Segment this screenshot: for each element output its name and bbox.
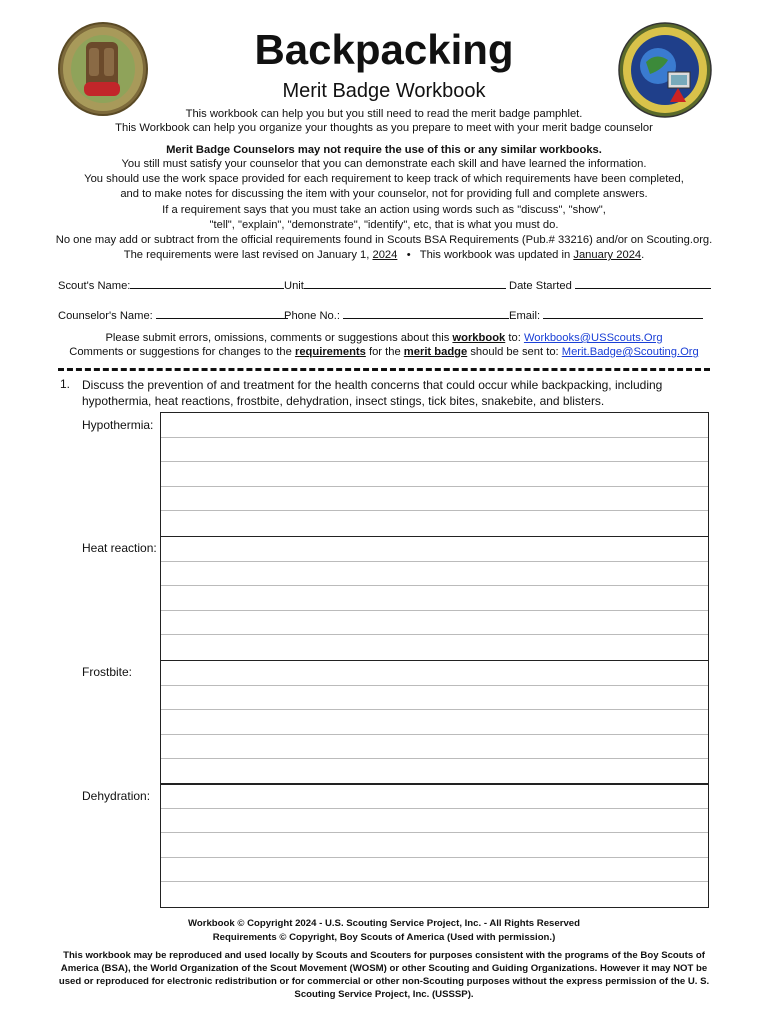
scout-name-label: Scout's Name:	[58, 280, 131, 292]
submission-2-requirements: requirements	[294, 346, 366, 358]
answer-line[interactable]	[161, 809, 708, 834]
hypothermia-answer-box[interactable]	[160, 412, 709, 537]
answer-line[interactable]	[161, 511, 708, 536]
email-label: Email:	[509, 310, 541, 322]
date-started-blank[interactable]	[575, 278, 711, 289]
date-started-field[interactable]	[509, 278, 711, 292]
answer-line[interactable]	[161, 882, 708, 907]
answer-line[interactable]	[161, 784, 708, 809]
answer-line[interactable]	[161, 833, 708, 858]
bullet: •	[406, 249, 411, 261]
email-field[interactable]	[509, 308, 703, 322]
section-divider	[58, 368, 710, 371]
revised-year: 2024	[372, 249, 398, 261]
phone-label: Phone No.:	[284, 310, 340, 322]
answer-line[interactable]	[161, 858, 708, 883]
counselor-name-field[interactable]	[58, 308, 288, 322]
answer-line[interactable]	[161, 487, 708, 512]
heat-reaction-label: Heat reaction:	[82, 541, 157, 555]
unit-blank[interactable]	[304, 278, 506, 289]
answer-line[interactable]	[161, 562, 708, 587]
notice-bold-line: Merit Badge Counselors may not require the use of this or any similar workbooks.	[166, 144, 602, 156]
dehydration-answer-box[interactable]	[160, 783, 709, 908]
page-subtitle: Merit Badge Workbook	[282, 80, 486, 102]
updated-date: January 2024	[573, 249, 642, 261]
phone-field[interactable]	[284, 308, 509, 322]
unit-label: Unit	[284, 280, 304, 292]
counselor-name-label: Counselor's Name:	[58, 310, 153, 322]
submission-1-workbook: workbook	[452, 332, 506, 344]
notice-line-2: You still must satisfy your counselor that you can demonstrate each skill and have learned the information.	[121, 158, 647, 170]
merit-badge-email-link[interactable]: Merit.Badge@Scouting.Org	[561, 346, 699, 358]
notice-line-6: "tell", "explain", "demonstrate", "identify", etc, that is what you must do.	[209, 219, 559, 231]
answer-line[interactable]	[161, 686, 708, 711]
notice-line-7: No one may add or subtract from the official requirements found in Scouts BSA Requirements (Pub.# 33216) and/or on Scouting.org.	[55, 234, 713, 246]
copyright-line-1: Workbook © Copyright 2024 - U.S. Scouting Service Project, Inc. - All Rights Reserved	[188, 918, 580, 929]
hypothermia-label: Hypothermia:	[82, 418, 154, 432]
requirement-number: 1.	[60, 377, 71, 391]
submission-2-merit-badge: merit badge	[403, 346, 468, 358]
answer-line[interactable]	[161, 462, 708, 487]
page-title: Backpacking	[254, 26, 514, 73]
notice-line-5: If a requirement says that you must take an action using words such as "discuss", "show",	[162, 204, 606, 216]
frostbite-label: Frostbite:	[82, 665, 133, 679]
answer-line[interactable]	[161, 611, 708, 636]
answer-line[interactable]	[161, 635, 708, 660]
copyright-line-2: Requirements © Copyright, Boy Scouts of America (Used with permission.)	[212, 932, 556, 943]
date-started-label: Date Started	[509, 280, 572, 292]
answer-line[interactable]	[161, 661, 708, 686]
submission-1-to: to:	[508, 332, 521, 344]
revision-line	[0, 248, 768, 262]
answer-line[interactable]	[161, 735, 708, 760]
heat-reaction-answer-box[interactable]	[160, 536, 709, 661]
submission-2-prefix: Comments or suggestions for changes to the	[69, 346, 292, 358]
submission-2-for-the: for the	[368, 346, 401, 358]
answer-line[interactable]	[161, 438, 708, 463]
scout-name-field[interactable]	[58, 278, 284, 292]
requirement-text: Discuss the prevention of and treatment for the health concerns that could occur while backpacking, including hypothermia, heat reactions, frostbite, dehydration, insect stings, tick bites, snakebite, and blisters.	[82, 378, 663, 408]
updated-suffix: .	[641, 249, 645, 261]
unit-field[interactable]	[284, 278, 506, 292]
phone-blank[interactable]	[343, 308, 509, 319]
submission-line-1	[0, 331, 768, 345]
email-blank[interactable]	[543, 308, 703, 319]
footer-license: This workbook may be reproduced and used locally by Scouts and Scouters for purposes consistent with the programs of the Boy Scouts of America (BSA), the World Organization of the Scout Movement (WOSM) or other Scouting and Guiding Organizations. However it may NOT be used or reproduced for electronic redistribution or for commercial or other non-Scouting purposes without the express permission of the U. S. Scouting Service Project, Inc. (USSSP).	[58, 950, 710, 1000]
submission-1-prefix: Please submit errors, omissions, comments or suggestions about this	[105, 332, 450, 344]
updated-prefix: This workbook was updated in	[419, 249, 571, 261]
answer-line[interactable]	[161, 413, 708, 438]
counselor-name-blank[interactable]	[156, 308, 288, 319]
frostbite-answer-box[interactable]	[160, 660, 709, 785]
submission-2-sent-to: should be sent to:	[470, 346, 559, 358]
scout-name-blank[interactable]	[130, 278, 284, 289]
workbooks-email-link[interactable]: Workbooks@USScouts.Org	[523, 332, 663, 344]
notice-line-4: and to make notes for discussing the item with your counselor, not for providing full and complete answers.	[120, 188, 648, 200]
intro-line-2: This Workbook can help you organize your thoughts as you prepare to meet with your merit badge counselor	[115, 122, 653, 134]
answer-line[interactable]	[161, 710, 708, 735]
submission-line-2	[0, 345, 768, 359]
intro-line-1: This workbook can help you but you still need to read the merit badge pamphlet.	[185, 108, 583, 120]
answer-line[interactable]	[161, 537, 708, 562]
notice-line-3: You should use the work space provided for each requirement to keep track of which requirements have been completed,	[84, 173, 684, 185]
dehydration-label: Dehydration:	[82, 789, 151, 803]
footer-copyright	[0, 917, 768, 945]
answer-line[interactable]	[161, 759, 708, 784]
answer-line[interactable]	[161, 586, 708, 611]
revised-prefix: The requirements were last revised on January 1,	[123, 249, 370, 261]
